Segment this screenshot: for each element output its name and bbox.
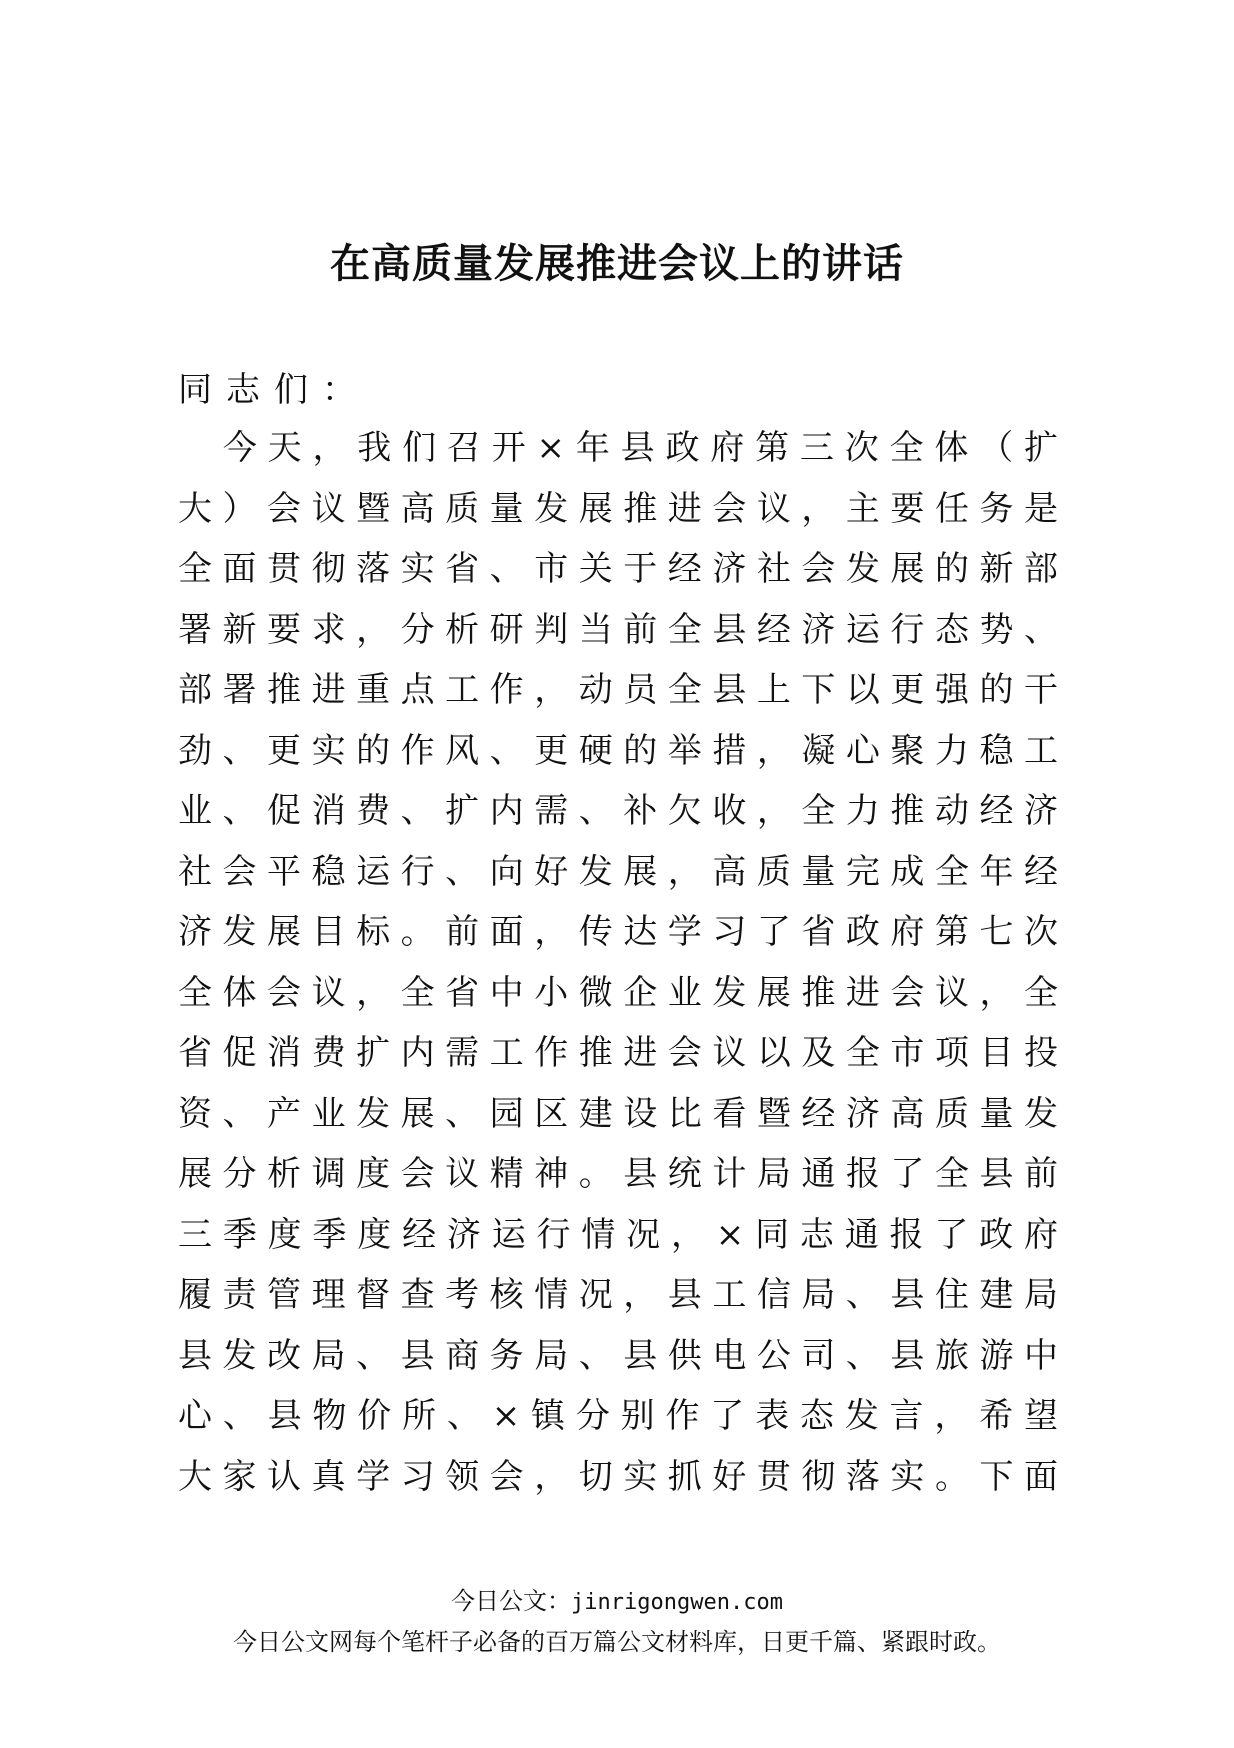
document-title: 在高质量发展推进会议上的讲话 xyxy=(330,240,904,287)
body-line: 县发改局、县商务局、县供电公司、县旅游中 xyxy=(178,1335,1058,1376)
footer-site-line xyxy=(0,1584,1234,1620)
body-line: 大家认真学习领会，切实抓好贯彻落实。下面 xyxy=(178,1456,1058,1497)
body-line: 全面贯彻落实省、市关于经济社会发展的新部 xyxy=(178,549,1058,589)
body-line: 履责管理督查考核情况，县工信局、县住建局 xyxy=(178,1275,1058,1315)
body-line: 部署推进重点工作，动员全县上下以更强的干 xyxy=(178,670,1058,710)
body-line: 今天，我们召开×年县政府第三次全体（扩 xyxy=(178,428,1058,468)
body-line: 三季度季度经济运行情况，×同志通报了政府 xyxy=(178,1214,1058,1255)
body-line: 展分析调度会议精神。县统计局通报了全县前 xyxy=(178,1154,1058,1194)
body-line: 全体会议，全省中小微企业发展推进会议，全 xyxy=(178,972,1058,1013)
body-line: 心、县物价所、×镇分别作了表态发言，希望 xyxy=(178,1396,1058,1436)
body-line: 劲、更实的作风、更硬的举措，凝心聚力稳工 xyxy=(178,730,1058,771)
body-line: 资、产业发展、园区建设比看暨经济高质量发 xyxy=(178,1093,1058,1134)
salutation: 同志们： xyxy=(178,370,370,410)
footer-site-label: 今日公文： xyxy=(451,1587,572,1615)
footer xyxy=(0,1584,1234,1660)
body-line: 济发展目标。前面，传达学习了省政府第七次 xyxy=(178,912,1058,952)
body-text xyxy=(178,424,1058,1513)
body-line: 社会平稳运行、向好发展，高质量完成全年经 xyxy=(178,851,1058,892)
body-line: 省促消费扩内需工作推进会议以及全市项目投 xyxy=(178,1033,1058,1073)
body-line: 业、促消费、扩内需、补欠收，全力推动经济 xyxy=(178,791,1058,831)
body-line: 署新要求，分析研判当前全县经济运行态势、 xyxy=(178,609,1058,650)
footer-site-url[interactable]: jinrigongwen.com xyxy=(571,1590,783,1615)
footer-tagline: 今日公文网每个笔杆子必备的百万篇公文材料库，日更千篇、紧跟时政。 xyxy=(233,1628,1001,1656)
body-line: 大）会议暨高质量发展推进会议，主要任务是 xyxy=(178,488,1058,529)
